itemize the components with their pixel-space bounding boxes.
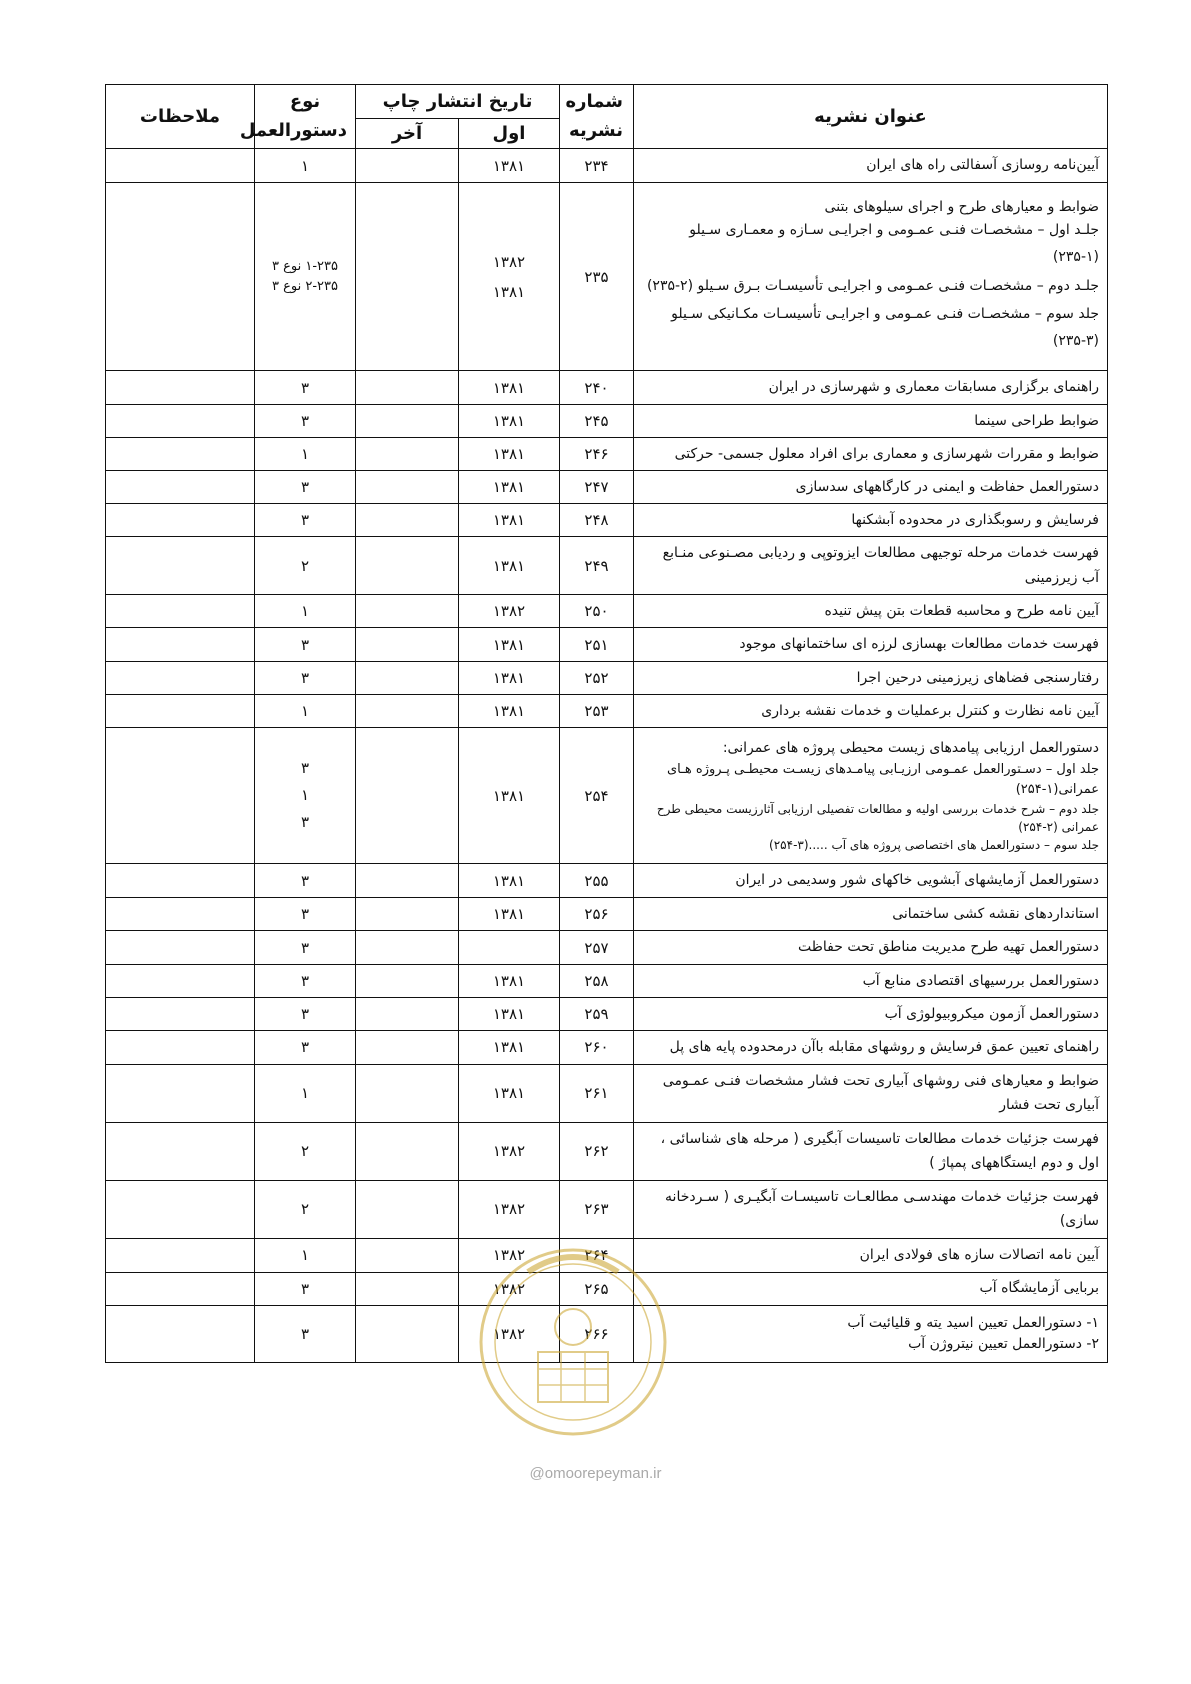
type-value: ۳ [300,1324,310,1343]
cell-remarks [106,504,255,537]
cell-number: ۲۳۴ [560,149,634,183]
cell-remarks [106,438,255,471]
cell-title [634,898,1108,931]
cell-type [255,965,356,998]
title-line: ضوابط و معیارهای فنی روشهای آبیاری تحت فشار مشخصات فنـی عمـومی آبیاری تحت فشار [662,1072,1099,1113]
cell-number: ۲۵۱ [560,628,634,662]
header-date: تاریخ انتشار چاپ [356,85,560,119]
first-date-value: ۱۳۸۲ [492,1324,526,1343]
title-line: ضوابط و معیارهای طرح و اجرای سیلوهای بتنی [824,198,1099,215]
cell-type [255,149,356,183]
cell-first-date [459,1064,560,1122]
type-value: ۳ [300,759,310,777]
cell-number: ۲۵۴ [560,728,634,864]
cell-title [634,728,1108,864]
first-date-value: ۱۳۸۲ [492,1246,526,1264]
cell-remarks [106,1305,255,1362]
cell-last-date [356,998,459,1031]
table-row [106,662,1108,695]
header-first: اول [459,119,560,149]
title-line: جلد اول – دسـتورالعمل عمـومی ارزیـابی پیامـدهای زیسـت محیطـی پـروژه هـای عمرانی(۱-۲۵۴) [666,761,1099,797]
watermark-text: @omoorepeyman.ir [529,1465,662,1482]
cell-first-date [459,471,560,504]
cell-number: ۲۵۰ [560,595,634,628]
first-date-value: ۱۳۸۱ [492,445,526,463]
type-value: ۳ [300,1279,310,1298]
first-date-value: ۱۳۸۱ [492,478,526,496]
table-row [106,728,1108,864]
cell-type [255,695,356,728]
cell-number: ۲۶۵ [560,1272,634,1305]
type-value: ۳ [300,478,310,496]
cell-remarks [106,864,255,898]
cell-title [634,1272,1108,1305]
cell-title [634,438,1108,471]
cell-last-date [356,1272,459,1305]
cell-remarks [106,1272,255,1305]
type-value: ۳ [300,1038,310,1057]
cell-first-date [459,898,560,931]
cell-number: ۲۵۲ [560,662,634,695]
title-line: دستورالعمل ارزیابی پیامدهای زیست محیطی پروژه های عمرانی: [722,740,1099,757]
cell-last-date [356,965,459,998]
cell-last-date [356,662,459,695]
cell-last-date [356,931,459,965]
cell-type [255,662,356,695]
title-line: دستورالعمل حفاظت و ایمنی در کارگاههای سدسازی [795,478,1099,495]
cell-remarks [106,728,255,864]
type-value: ۳ [300,412,310,430]
cell-last-date [356,371,459,405]
table-body [106,149,1108,1363]
cell-type [255,931,356,965]
cell-type [255,405,356,438]
title-line: رفتارسنجی فضاهای زیرزمینی درحین اجرا [856,669,1099,686]
type-value: ۲ [300,1142,310,1160]
cell-first-date [459,183,560,371]
cell-title [634,149,1108,183]
first-date-value: ۱۳۸۱ [492,669,526,687]
cell-remarks [106,1238,255,1272]
cell-type [255,595,356,628]
title-line: فهرست خدمات مطالعات بهسازی لرزه ای ساختمانهای موجود [739,636,1099,653]
cell-title [634,662,1108,695]
table-row [106,1031,1108,1065]
title-line: آیین‌نامه روسازی آسفالتی راه های ایران [866,157,1099,174]
type-value: ۲ [300,556,310,575]
type-value: ۱ [300,445,310,463]
first-date-value: ۱۳۸۲ [492,1200,526,1218]
table-row [106,149,1108,183]
title-line: راهنمای برگزاری مسابقات معماری و شهرسازی در ایران [768,379,1099,396]
cell-type [255,371,356,405]
title-line: دستورالعمل آزمون میکروبیولوژی آب [884,1005,1099,1022]
first-date-value: ۱۳۸۲ [492,602,526,620]
cell-number: ۲۶۱ [560,1064,634,1122]
title-line: جلد سوم – مشخصـات فنـی عمـومی و اجرایـی تأسیسـات مکـانیکی سـیلو (۳-۲۳۵) [671,306,1099,349]
cell-first-date [459,998,560,1031]
cell-remarks [106,537,255,595]
cell-remarks [106,628,255,662]
first-date-value: ۱۳۸۱ [492,1005,526,1023]
cell-type [255,471,356,504]
cell-first-date [459,965,560,998]
cell-first-date [459,537,560,595]
cell-number: ۲۵۹ [560,998,634,1031]
cell-last-date [356,1238,459,1272]
table-row [106,695,1108,728]
title-line: جلد دوم – شرح خدمات بررسی اولیه و مطالعات تفصیلی ارزیابی آثارزیست محیطی طرح عمرانی (۲-۲۵۴) [656,801,1099,834]
type-value: ۳ [300,511,310,529]
cell-type [255,1180,356,1238]
type-value: ۳ [300,905,310,923]
cell-remarks [106,931,255,965]
cell-title [634,1305,1108,1362]
cell-number: ۲۵۵ [560,864,634,898]
header-type: نوع دستورالعمل [255,85,356,149]
publications-table [105,84,1108,1363]
header-last: آخر [356,119,459,149]
cell-remarks [106,405,255,438]
cell-remarks [106,1064,255,1122]
cell-title [634,471,1108,504]
header-title: عنوان نشریه [634,85,1108,149]
cell-last-date [356,438,459,471]
type-value: ۱ [300,1084,310,1102]
cell-number: ۲۴۵ [560,405,634,438]
cell-type [255,183,356,371]
first-date-value: ۱۳۸۱ [492,412,526,430]
cell-first-date [459,1031,560,1065]
cell-title [634,537,1108,595]
cell-last-date [356,864,459,898]
type-value: ۳ [300,813,310,831]
title-line: فهرست جزئیات خدمات مطالعات تاسیسات آبگیری ( مرحله های شناسائی ، اول و دوم ایستگاههای پمپاژ ) [660,1130,1099,1171]
title-line: بربایی آزمایشگاه آب [979,1280,1099,1297]
cell-number: ۲۵۶ [560,898,634,931]
cell-first-date [459,504,560,537]
title-line: ضوابط و مقررات شهرسازی و معماری برای افراد معلول جسمی- حرکتی [674,445,1099,462]
cell-type [255,1122,356,1180]
cell-type [255,537,356,595]
cell-first-date [459,695,560,728]
first-date-value: ۱۳۸۱ [492,1084,526,1102]
cell-first-date [459,371,560,405]
cell-title [634,695,1108,728]
table-row [106,471,1108,504]
cell-title [634,183,1108,371]
cell-number: ۲۳۵ [560,183,634,371]
cell-remarks [106,965,255,998]
first-date-value: ۱۳۸۱ [492,635,526,654]
cell-last-date [356,1180,459,1238]
table-row [106,504,1108,537]
cell-remarks [106,371,255,405]
table-row [106,438,1108,471]
cell-last-date [356,695,459,728]
cell-title [634,965,1108,998]
cell-last-date [356,1122,459,1180]
cell-last-date [356,728,459,864]
table-row [106,998,1108,1031]
table-row [106,183,1108,371]
cell-number: ۲۴۷ [560,471,634,504]
table-row [106,1122,1108,1180]
cell-first-date [459,864,560,898]
first-date-value: ۱۳۸۲ [492,252,526,271]
cell-type [255,898,356,931]
cell-type [255,728,356,864]
cell-last-date [356,405,459,438]
cell-title [634,864,1108,898]
cell-first-date [459,1122,560,1180]
cell-remarks [106,471,255,504]
cell-title [634,504,1108,537]
title-line: دستورالعمل بررسیهای اقتصادی منابع آب [862,972,1099,989]
cell-number: ۲۵۳ [560,695,634,728]
type-value: ۳ [300,1005,310,1023]
type-value: ۳ [300,871,310,890]
cell-first-date [459,405,560,438]
cell-first-date [459,438,560,471]
first-date-value: ۱۳۸۱ [492,511,526,529]
cell-remarks [106,998,255,1031]
cell-remarks [106,898,255,931]
type-value: ۱ [300,602,310,620]
cell-last-date [356,1031,459,1065]
first-date-value: ۱۳۸۱ [492,556,526,575]
cell-remarks [106,595,255,628]
table-row [106,595,1108,628]
table-row [106,1180,1108,1238]
title-line: جلـد اول – مشخصـات فنـی عمـومی و اجرایـی سـازه و معمـاری سـیلو (۱-۲۳۵) [689,222,1099,265]
title-line: ضوابط طراحی سینما [974,412,1099,429]
cell-last-date [356,628,459,662]
cell-first-date [459,1180,560,1238]
type-value: ۲ [300,1200,310,1218]
cell-number: ۲۵۸ [560,965,634,998]
cell-title [634,595,1108,628]
cell-remarks [106,662,255,695]
cell-type [255,1238,356,1272]
cell-title [634,628,1108,662]
cell-title [634,1031,1108,1065]
first-date-value: ۱۳۸۱ [492,905,526,923]
cell-remarks [106,183,255,371]
first-date-value: ۱۳۸۲ [492,1279,526,1298]
table-row [106,537,1108,595]
type-value: ۳ [300,378,310,397]
cell-remarks [106,1122,255,1180]
cell-number: ۲۶۰ [560,1031,634,1065]
first-date-value: ۱۳۸۱ [492,156,526,175]
cell-number: ۲۴۰ [560,371,634,405]
type-value: ۳ [300,669,310,687]
cell-last-date [356,504,459,537]
table-row [106,898,1108,931]
title-line: آیین نامه طرح و محاسبه قطعات بتن پیش تنیده [824,602,1099,619]
title-line: فهرست خدمات مرحله توجیهی مطالعات ایزوتوپی و ردیابی مصـنوعی منـابع آب زیرزمینی [662,545,1099,586]
cell-type [255,864,356,898]
cell-title [634,1180,1108,1238]
cell-type [255,504,356,537]
first-date-value: ۱۳۸۱ [492,282,526,301]
cell-remarks [106,695,255,728]
cell-first-date [459,931,560,965]
first-date-value: ۱۳۸۱ [492,786,526,805]
cell-number: ۲۴۹ [560,537,634,595]
cell-type [255,1064,356,1122]
header-remarks: ملاحظات [106,85,255,149]
type-value: ۳ [300,972,310,990]
title-line: آیین نامه اتصالات سازه های فولادی ایران [859,1246,1099,1263]
cell-remarks [106,1031,255,1065]
cell-type [255,438,356,471]
cell-remarks [106,1180,255,1238]
cell-number: ۲۶۶ [560,1305,634,1362]
cell-first-date [459,149,560,183]
title-line: جلد سوم – دستورالعمل های اختصاصی پروژه های آب .....(۳-۲۵۴) [769,837,1099,852]
type-value: ۲-۲۳۵ نوع ۳ [272,278,338,294]
header-number: شماره نشریه [560,85,634,149]
cell-number: ۲۶۳ [560,1180,634,1238]
cell-last-date [356,898,459,931]
title-line: دستورالعمل تهیه طرح مدیریت مناطق تحت حفاظت [798,939,1099,956]
cell-number: ۲۴۶ [560,438,634,471]
first-date-value: ۱۳۸۱ [492,871,526,890]
cell-last-date [356,1305,459,1362]
cell-first-date [459,662,560,695]
cell-title [634,931,1108,965]
cell-title [634,1122,1108,1180]
cell-last-date [356,183,459,371]
type-value: ۱ [300,156,310,175]
type-value: ۳ [300,938,310,957]
first-date-value: ۱۳۸۱ [492,702,526,720]
cell-last-date [356,471,459,504]
cell-last-date [356,149,459,183]
type-value: ۱ [300,786,310,804]
first-date-value: ۱۳۸۲ [492,1142,526,1160]
type-value: ۱ [300,1246,310,1264]
title-line: راهنمای تعیین عمق فرسایش و روشهای مقابله باآن درمحدوده پایه های پل [669,1039,1099,1055]
first-date-value: ۱۳۸۱ [492,972,526,990]
type-value: ۳ [300,635,310,654]
cell-first-date [459,628,560,662]
title-line: استانداردهای نقشه کشی ساختمانی [892,905,1099,922]
cell-number: ۲۴۸ [560,504,634,537]
title-line: ۱- دستورالعمل تعیین اسید یته و قلیائیت آب [847,1314,1099,1331]
first-date-value: ۱۳۸۱ [492,378,526,397]
type-value: ۱-۲۳۵ نوع ۳ [272,259,338,274]
table-row [106,628,1108,662]
cell-last-date [356,1064,459,1122]
title-line: آیین نامه نظارت و کنترل برعملیات و خدمات نقشه برداری [761,702,1099,719]
title-line: فرسایش و رسوبگذاری در محدوده آبشکنها [851,511,1099,528]
table-row [106,1064,1108,1122]
title-line: جلـد دوم – مشخصـات فنـی عمـومی و اجرایـی تأسیسـات بـرق سـیلو (۲-۲۳۵) [646,277,1099,294]
table-row [106,405,1108,438]
title-line: فهرست جزئیات خدمات مهندسـی مطالعـات تاسیسـات آبگیـری ( سـردخانه سازی) [665,1188,1099,1229]
table-row [106,371,1108,405]
watermark-logo [468,1232,678,1462]
cell-number: ۲۶۲ [560,1122,634,1180]
cell-last-date [356,537,459,595]
cell-remarks [106,149,255,183]
cell-title [634,1064,1108,1122]
cell-first-date [459,595,560,628]
type-value: ۱ [300,702,310,720]
cell-type [255,628,356,662]
first-date-value: ۱۳۸۱ [492,1038,526,1057]
cell-type [255,998,356,1031]
cell-number: ۲۵۷ [560,931,634,965]
cell-title [634,1238,1108,1272]
cell-type [255,1031,356,1065]
cell-number: ۲۶۴ [560,1238,634,1272]
title-line: ۲- دستورالعمل تعیین نیتروژن آب [908,1335,1099,1352]
cell-title [634,405,1108,438]
table-row [106,864,1108,898]
cell-first-date [459,728,560,864]
title-line: دستورالعمل آزمایشهای آبشویی خاکهای شور وسدیمی در ایران [735,872,1099,889]
cell-last-date [356,595,459,628]
cell-type [255,1305,356,1362]
cell-title [634,998,1108,1031]
table-row [106,965,1108,998]
table-row [106,931,1108,965]
cell-type [255,1272,356,1305]
cell-title [634,371,1108,405]
